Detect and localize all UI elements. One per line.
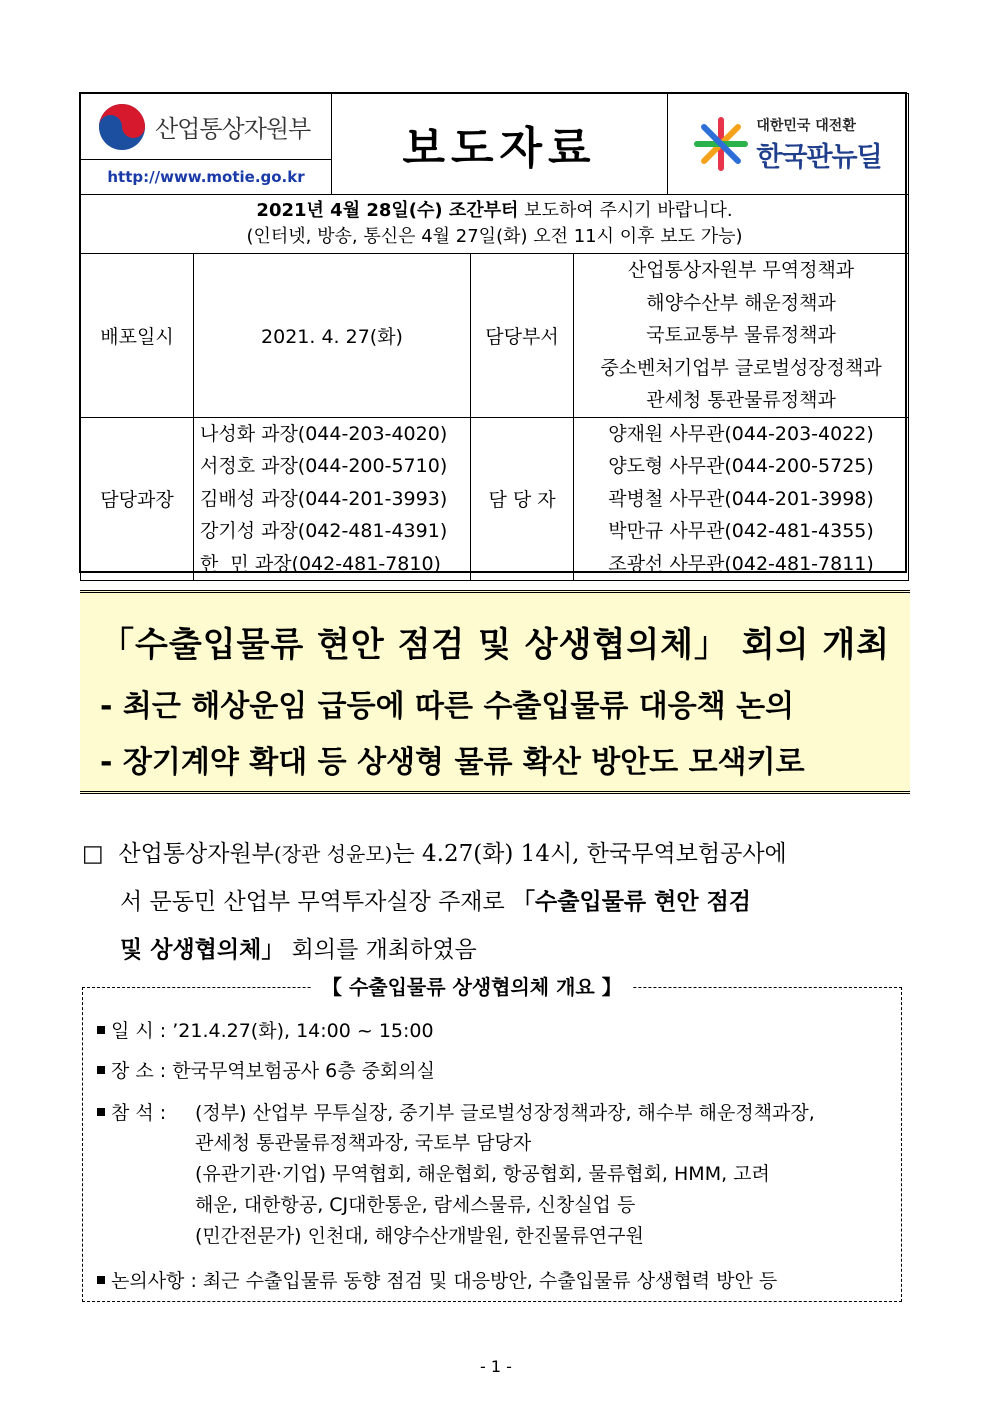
staff-item: 박만규 사무관(042-481-4355) (608, 520, 874, 542)
department-item: 중소벤처기업부 글로벌성장정책과 (600, 356, 882, 379)
newdeal-name: 한국판뉴딜 (756, 141, 882, 173)
embargo-notice (81, 195, 909, 254)
square-bullet-icon (97, 1108, 105, 1116)
staff-item: 곽병철 사무관(044-201-3998) (608, 487, 874, 510)
attendee-line: (민간전문가) 인천대, 해양수산개발원, 한진물류연구원 (195, 1225, 644, 1247)
overview-date-label: 일 시 : (111, 1020, 167, 1042)
dept-label: 담당부서 (471, 254, 574, 418)
page-number: - 1 - (480, 1357, 512, 1376)
department-item: 관세청 통관물류정책과 (646, 389, 836, 411)
embargo-text: 보도하여 주시기 바랍니다. (518, 200, 733, 221)
overview-place-value: 한국무역보험공사 6층 중회의실 (172, 1060, 436, 1082)
staff-item: 조광선 사무관(042-481-7811) (608, 552, 874, 575)
newdeal-logo-cell (668, 94, 909, 195)
taegeuk-emblem-icon (99, 104, 145, 150)
embargo-date: 2021년 4월 28일(수) 조간부터 (256, 200, 519, 221)
ministry-url[interactable]: http://www.motie.go.kr (81, 159, 331, 194)
body-text-bold: 「수출입물류 현안 점검 (512, 888, 752, 915)
department-item: 산업통상자원부 무역정책과 (627, 259, 855, 281)
staff-list (574, 417, 909, 581)
headline-title: 「수출입물류 현안 점검 및 상생협의체」 회의 개최 (100, 625, 891, 665)
headline-subtitle-2: - 장기계약 확대 등 상생형 물류 확산 방안도 모색키로 (100, 745, 805, 780)
staff-label: 담 당 자 (471, 417, 574, 581)
department-item: 국토교통부 물류정책과 (646, 324, 836, 346)
staff-item: 양재원 사무관(044-203-4022) (608, 422, 874, 445)
body-paragraph (82, 830, 912, 974)
manager-item: 김배성 과장(044-201-3993) (200, 487, 448, 510)
release-date: 2021. 4. 27(화) (194, 254, 471, 418)
body-text: 서 문동민 산업부 무역투자실장 주재로 (120, 889, 513, 915)
ministry-name: 산업통상자원부 (155, 115, 311, 143)
newdeal-tagline: 대한민국 대전환 (756, 117, 856, 134)
manager-item: 강기성 과장(042-481-4391) (200, 520, 448, 542)
body-text: 회의를 개최하였음 (284, 937, 477, 963)
square-bullet-icon (97, 1066, 105, 1074)
headline-box (80, 590, 910, 794)
overview-title: 【 수출입물류 상생협의체 개요 】 (312, 971, 632, 1000)
bullet-square: □ (82, 841, 104, 867)
square-bullet-icon (97, 1276, 105, 1284)
manager-label: 담당과장 (81, 417, 194, 581)
staff-item: 양도형 사무관(044-200-5725) (608, 455, 874, 477)
overview-place-label: 장 소 : (111, 1060, 167, 1082)
embargo-online-note: (인터넷, 방송, 통신은 4월 27일(화) 오전 11시 이후 보도 가능) (246, 226, 743, 247)
attendee-line: (유관기관·기업) 무역협회, 해운협회, 항공협회, 물류협회, HMM, 고려 (195, 1163, 770, 1185)
headline-subtitle-1: - 최근 해상운임 급등에 따른 수출입물류 대응책 논의 (100, 689, 795, 724)
overview-box (82, 987, 902, 1302)
ministry-logo-cell (81, 94, 332, 195)
body-text: (장관 성윤모) (273, 842, 393, 866)
overview-attend-label: 참 석 : (111, 1102, 167, 1124)
manager-item: 나성화 과장(044-203-4020) (200, 422, 448, 445)
overview-agenda-label: 논의사항 : (111, 1270, 197, 1292)
department-list (574, 254, 909, 418)
attendee-line: 해운, 대한항공, CJ대한통운, 람세스물류, 신창실업 등 (195, 1194, 636, 1216)
release-label: 배포일시 (81, 254, 194, 418)
body-text: 는 4.27(화) 14시, 한국무역보험공사에 (392, 841, 787, 867)
manager-item: 한 민 과장(042-481-7810) (200, 552, 441, 575)
doc-title: 보도자료 (332, 94, 668, 195)
overview-agenda-value: 최근 수출입물류 동향 점검 및 대응방안, 수출입물류 상생협력 방안 등 (202, 1270, 778, 1292)
attendee-line: 관세청 통관물류정책과장, 국토부 담당자 (195, 1132, 532, 1154)
department-item: 해양수산부 해운정책과 (646, 291, 836, 314)
overview-date-value: ’21.4.27(화), 14:00 ~ 15:00 (172, 1020, 434, 1042)
attendee-line: (정부) 산업부 무투실장, 중기부 글로벌성장정책과장, 해수부 해운정책과장, (195, 1102, 815, 1124)
newdeal-star-icon (694, 117, 748, 171)
manager-list (194, 417, 471, 581)
body-text: 산업통상자원부 (118, 841, 274, 867)
body-text-bold: 및 상생협의체」 (120, 936, 285, 963)
press-header-table (80, 93, 909, 581)
manager-item: 서정호 과장(044-200-5710) (200, 455, 448, 477)
square-bullet-icon (97, 1026, 105, 1034)
